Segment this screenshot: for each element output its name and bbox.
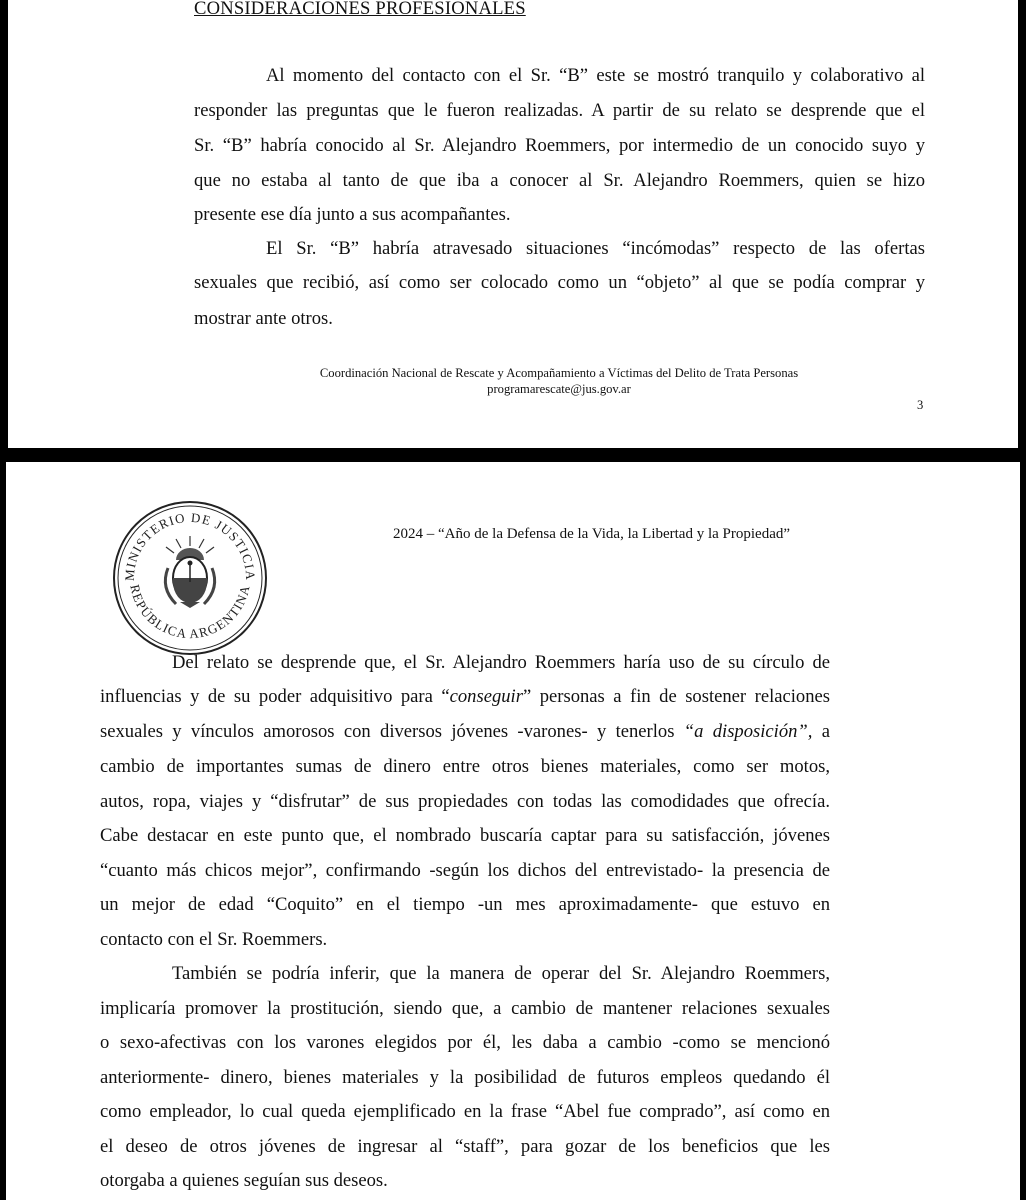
paragraph-line: o sexo-afectivas con los varones elegidos por él, les daba a cambio -como se mencionó [100, 1032, 830, 1053]
paragraph-line: el deseo de otros jóvenes de ingresar al “staff”, para gozar de los beneficios que les [100, 1136, 830, 1157]
paragraph-line: sexuales que recibió, así como ser colocado como un “objeto” al que se podía comprar y [194, 272, 925, 293]
paragraph-line: mostrar ante otros. [194, 308, 333, 329]
paragraph-line: contacto con el Sr. Roemmers. [100, 929, 328, 950]
svg-text:REPÚBLICA ARGENTINA: REPÚBLICA ARGENTINA [127, 583, 253, 642]
paragraph-line: sexuales y vínculos amorosos con diversos jóvenes -varones- y tenerlos “a disposición”, a [100, 721, 830, 742]
year-motto-header: 2024 – “Año de la Defensa de la Vida, la Libertad y la Propiedad” [393, 526, 791, 542]
paragraph-line: como empleador, lo cual queda ejemplificado en la frase “Abel fue comprado”, así como en [100, 1101, 830, 1122]
paragraph-line: anteriormente- dinero, bienes materiales y la posibilidad de futuros empleos quedando él [100, 1067, 830, 1088]
paragraph-line: Del relato se desprende que, el Sr. Alejandro Roemmers haría uso de su círculo de [172, 652, 830, 673]
paragraph-line: cambio de importantes sumas de dinero entre otros bienes materiales, como ser motos, [100, 756, 830, 777]
paragraph-line: influencias y de su poder adquisitivo para “conseguir” personas a fin de sostener relaciones [100, 686, 830, 707]
ministry-seal-logo [110, 498, 270, 658]
page-number: 3 [917, 398, 924, 412]
footer-organization: Coordinación Nacional de Rescate y Acompañamiento a Víctimas del Delito de Trata Personas [319, 366, 799, 380]
paragraph-line: responder las preguntas que le fueron realizadas. A partir de su relato se desprende que el [194, 100, 925, 121]
svg-text:MINISTERIO DE JUSTICIA: MINISTERIO DE JUSTICIA [121, 509, 259, 582]
paragraph-line: Sr. “B” habría conocido al Sr. Alejandro Roemmers, por intermedio de un conocido suyo y [194, 135, 925, 156]
paragraph-line: autos, ropa, viajes y “disfrutar” de sus propiedades con todas las comodidades que ofrecía. [100, 791, 830, 812]
paragraph-line: Cabe destacar en este punto que, el nombrado buscaría captar para su satisfacción, jóvenes [100, 825, 830, 846]
paragraph-line: implicaría promover la prostitución, siendo que, a cambio de mantener relaciones sexuales [100, 998, 830, 1019]
footer-email: programarescate@jus.gov.ar [487, 382, 631, 396]
section-heading: CONSIDERACIONES PROFESIONALES [194, 0, 526, 19]
paragraph-line: También se podría inferir, que la manera de operar del Sr. Alejandro Roemmers, [172, 963, 830, 984]
paragraph-line: Al momento del contacto con el Sr. “B” este se mostró tranquilo y colaborativo al [266, 65, 925, 86]
document-page-bottom [6, 462, 1020, 1200]
paragraph-line: otorgaba a quienes seguían sus deseos. [100, 1170, 388, 1191]
coat-of-arms-icon [165, 536, 214, 608]
paragraph-line: El Sr. “B” habría atravesado situaciones “incómodas” respecto de las ofertas [266, 238, 925, 259]
paragraph-line: “cuanto más chicos mejor”, confirmando -según los dichos del entrevistado- la presencia de [100, 860, 830, 881]
paragraph-line: presente ese día junto a sus acompañantes. [194, 204, 511, 225]
document-page-top [8, 0, 1018, 448]
paragraph-line: que no estaba al tanto de que iba a conocer al Sr. Alejandro Roemmers, quien se hizo [194, 170, 925, 191]
paragraph-line: un mejor de edad “Coquito” en el tiempo -un mes aproximadamente- que estuvo en [100, 894, 830, 915]
